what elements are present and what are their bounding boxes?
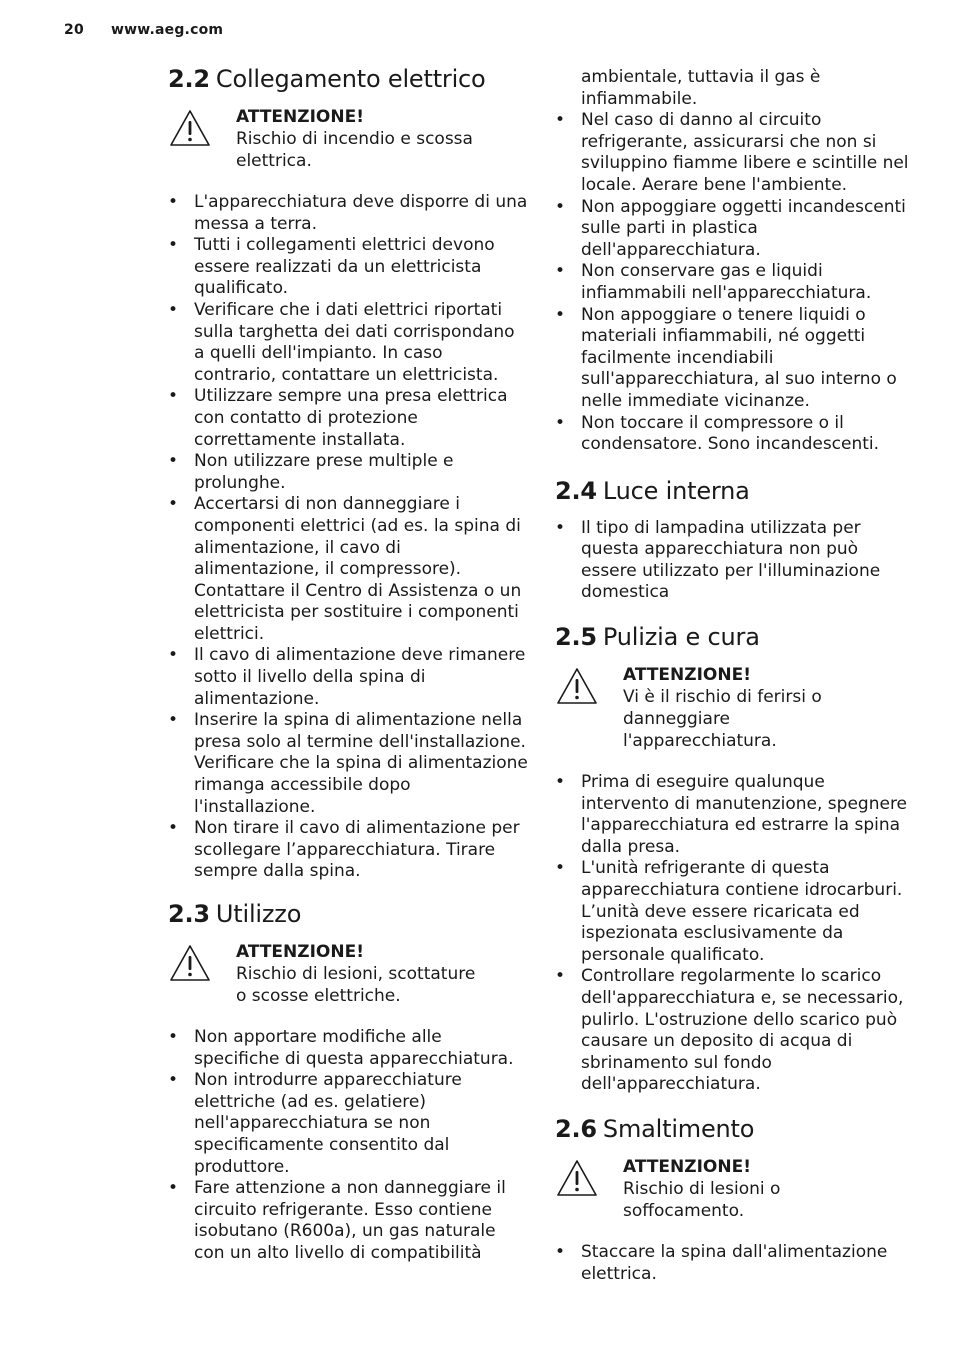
list-item-text: L'apparecchiatura deve disporre di una messa a terra. xyxy=(194,192,528,234)
bullet-marker: • xyxy=(168,1027,179,1047)
list-item-text: Non appoggiare oggetti incandescenti sulle parti in plastica dell'apparecchiatura. xyxy=(581,196,906,260)
section-heading xyxy=(555,474,917,508)
list-item xyxy=(555,197,917,262)
bullet-marker: • xyxy=(555,517,566,538)
list-item xyxy=(555,1242,917,1285)
list-item-text: Utilizzare sempre una presa elettrica con contatto di protezione correttamente installata. xyxy=(194,386,508,450)
list-item-text: Fare attenzione a non danneggiare il circuito refrigerante. Esso contiene isobutano (R600a), un gas naturale con un alto livello di compatibilità xyxy=(194,1178,506,1263)
list-item-text: Non conservare gas e liquidi infiammabili nell'apparecchiatura. xyxy=(581,261,872,303)
bullet-marker: • xyxy=(555,261,566,282)
warning-box xyxy=(168,106,488,172)
bullet-marker: • xyxy=(168,494,179,515)
right-column xyxy=(555,67,917,1299)
warning-text xyxy=(236,106,488,172)
list-item xyxy=(168,235,530,300)
bullet-marker: • xyxy=(555,412,566,433)
list-item xyxy=(555,261,917,304)
continued-text: ambientale, tuttavia il gas è infiammabile. xyxy=(581,67,821,109)
section-title: Pulizia e cura xyxy=(602,623,760,652)
bullet-marker: • xyxy=(555,196,566,217)
warning-title: ATTENZIONE! xyxy=(623,665,751,686)
list-item xyxy=(555,413,917,456)
section-title: Smaltimento xyxy=(602,1114,755,1143)
bullet-marker: • xyxy=(168,1178,179,1199)
list-item xyxy=(168,494,530,645)
bullet-marker: • xyxy=(168,235,179,256)
warning-text xyxy=(623,1156,803,1222)
warning-message: Rischio di lesioni o soffocamento. xyxy=(623,1178,781,1221)
list-item xyxy=(168,710,530,818)
list-item-text: Controllare regolarmente lo scarico dell'apparecchiatura e, se necessario, pulirlo. L'ostruzione dello scarico può causare un deposito di acqua di sbrinamento sul fondo dell'apparecchiatura. xyxy=(581,966,904,1095)
bullet-marker: • xyxy=(168,386,179,407)
warning-title: ATTENZIONE! xyxy=(236,107,364,127)
list-item-text: Il tipo di lampadina utilizzata per questa apparecchiatura non può essere utilizzato per l'illuminazione domestica xyxy=(581,517,881,603)
section-number: 2.2 xyxy=(168,65,210,93)
list-item-text: Inserire la spina di alimentazione nella presa solo al termine dell'installazione. Verificare che la spina di alimentazione rimanga accessibile dopo l'installazione. xyxy=(194,710,528,817)
list-item-text: Accertarsi di non danneggiare i componenti elettrici (ad es. la spina di alimentazione, il cavo di alimentazione, il compressore). Contattare il Centro di Assistenza o un elettricista per sostituire i componenti elettrici. xyxy=(194,494,522,644)
bullet-marker: • xyxy=(168,451,179,472)
section-disposal xyxy=(555,1112,917,1285)
list-item-text: Il cavo di alimentazione deve rimanere sotto il livello della spina di alimentazione. xyxy=(194,645,526,709)
list-item xyxy=(168,1070,530,1178)
bullet-list xyxy=(555,1242,917,1285)
warning-box xyxy=(555,1156,855,1222)
list-item-text: Nel caso di danno al circuito refrigerante, assicurarsi che non si sviluppino fiamme libere e scintille nel locale. Aerare bene l'ambiente. xyxy=(581,110,909,195)
list-item xyxy=(168,451,530,494)
bullet-marker: • xyxy=(555,304,566,325)
bullet-marker: • xyxy=(555,858,566,879)
section-number: 2.6 xyxy=(555,1114,597,1143)
warning-message: Rischio di incendio e scossa elettrica. xyxy=(236,129,473,171)
list-item-text: Non appoggiare o tenere liquidi o materiali infiammabili, né oggetti facilmente incendiabili sull'apparecchiatura, al suo interno o nelle immediate vicinanze. xyxy=(581,304,897,411)
list-item xyxy=(555,966,917,1096)
list-item-text: Non toccare il compressore o il condensatore. Sono incandescenti. xyxy=(581,412,880,455)
list-item xyxy=(555,305,917,413)
section-heading xyxy=(555,620,917,654)
list-item xyxy=(168,1178,530,1264)
warning-title: ATTENZIONE! xyxy=(623,1156,751,1177)
warning-triangle-icon xyxy=(168,943,212,983)
page-header xyxy=(64,22,223,38)
bullet-list xyxy=(168,192,530,883)
section-electrical xyxy=(168,62,530,883)
warning-triangle-icon xyxy=(168,108,212,148)
section-heading xyxy=(555,1112,917,1146)
list-item-text: Tutti i collegamenti elettrici devono essere realizzati da un elettricista qualificato. xyxy=(194,235,495,299)
section-title: Collegamento elettrico xyxy=(215,65,486,93)
warning-title: ATTENZIONE! xyxy=(236,942,364,962)
list-item xyxy=(168,386,530,451)
list-item-text: Staccare la spina dall'alimentazione elettrica. xyxy=(581,1241,888,1284)
list-item xyxy=(555,110,917,196)
bullet-marker: • xyxy=(168,645,179,666)
bullet-marker: • xyxy=(168,192,179,212)
list-item xyxy=(555,518,917,604)
section-title: Utilizzo xyxy=(215,900,302,928)
warning-box xyxy=(555,664,855,752)
bullet-list xyxy=(555,518,917,604)
section-title: Luce interna xyxy=(602,476,750,505)
warning-text xyxy=(236,941,488,1007)
warning-box xyxy=(168,941,488,1007)
section-heading xyxy=(168,62,568,96)
bullet-list xyxy=(555,110,917,456)
bullet-marker: • xyxy=(555,110,566,131)
bullet-marker: • xyxy=(555,966,566,987)
section-number: 2.5 xyxy=(555,623,597,652)
list-item-text: Non utilizzare prese multiple e prolunghe. xyxy=(194,451,454,493)
warning-message: Vi è il rischio di ferirsi o danneggiare l'apparecchiatura. xyxy=(623,687,822,752)
page-number: 20 xyxy=(64,22,84,38)
list-item-text: Prima di eseguire qualunque intervento di manutenzione, spegnere l'apparecchiatura ed estrarre la spina dalla presa. xyxy=(581,772,908,857)
list-item xyxy=(168,192,530,235)
section-number: 2.4 xyxy=(555,476,597,505)
section-cleaning xyxy=(555,620,917,1096)
warning-text xyxy=(623,664,823,752)
list-item xyxy=(168,645,530,710)
list-item xyxy=(555,772,917,858)
list-item-text: Non tirare il cavo di alimentazione per scollegare l’apparecchiatura. Tirare sempre dalla spina. xyxy=(194,818,520,882)
bullet-list xyxy=(555,772,917,1096)
bullet-marker: • xyxy=(168,818,179,839)
left-column xyxy=(168,62,530,1279)
bullet-marker: • xyxy=(555,772,566,793)
list-item xyxy=(168,1027,530,1070)
bullet-marker: • xyxy=(168,710,179,731)
list-item xyxy=(168,818,530,883)
warning-message: Rischio di lesioni, scottature o scosse elettriche. xyxy=(236,964,476,1006)
bullet-marker: • xyxy=(555,1241,566,1262)
section-interior-light xyxy=(555,474,917,604)
list-item xyxy=(168,300,530,386)
list-item-text: Non apportare modifiche alle specifiche di questa apparecchiatura. xyxy=(194,1027,514,1069)
section-number: 2.3 xyxy=(168,900,210,928)
bullet-marker: • xyxy=(168,1070,179,1091)
list-item xyxy=(555,858,917,966)
list-item-text: L'unità refrigerante di questa apparecchiatura contiene idrocarburi. L’unità deve essere ricaricata ed ispezionata esclusivamente da personale qualificato. xyxy=(581,858,903,965)
bullet-marker: • xyxy=(168,299,179,320)
website-url: www.aeg.com xyxy=(110,22,224,38)
list-item-text: Non introdurre apparecchiature elettriche (ad es. gelatiere) nell'apparecchiatura se non specificamente consentito dal produttore. xyxy=(194,1070,462,1177)
warning-triangle-icon xyxy=(555,1158,599,1198)
section-heading xyxy=(168,897,530,931)
list-item-text: Verificare che i dati elettrici riportati sulla targhetta dei dati corrispondano a quelli dell'impianto. In caso contrario, contattare un elettricista. xyxy=(194,299,515,385)
section-usage xyxy=(168,897,530,1265)
warning-triangle-icon xyxy=(555,666,599,706)
bullet-list xyxy=(168,1027,530,1265)
